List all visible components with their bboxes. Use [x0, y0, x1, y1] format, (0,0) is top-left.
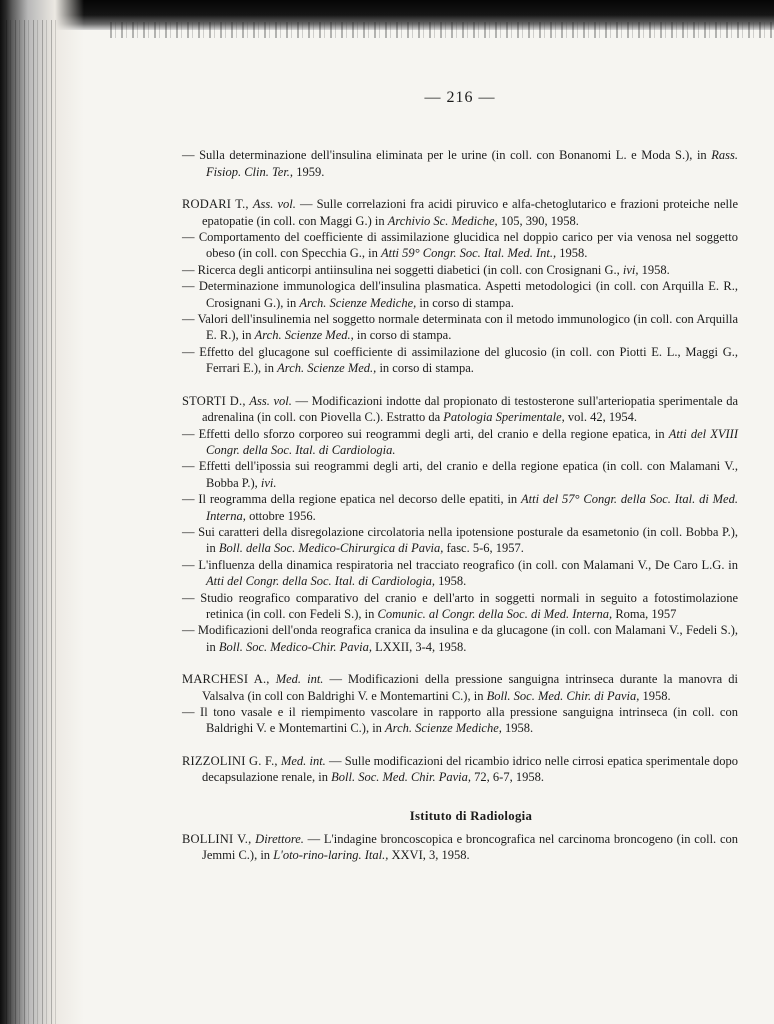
- bibliography-entry: — Il reogramma della regione epatica nel decorso delle epatiti, in Atti del 57° Congr. della Soc. Ital. di Med. Interna, ottobre 1956.: [182, 492, 738, 523]
- journal-title: Boll. Soc. Med. Chir. Pavia,: [331, 770, 472, 785]
- document-page: [182, 90, 738, 864]
- section-title: Istituto di Radiologia: [409, 808, 533, 823]
- author-role: Med. int.: [275, 672, 324, 687]
- author-name: STORTI D.,: [182, 393, 246, 408]
- bibliography-entry: — Il tono vasale e il riempimento vascolare in rapporto alla pressione sanguigna intrinseca (in coll. con Baldrighi V. e Montemartini C.), in Arch. Scienze Mediche, 1958.: [182, 705, 738, 736]
- bibliography-entry: — Valori dell'insulinemia nel soggetto normale determinata con il metodo immunologico (in coll. con Arquilla E. R.), in Arch. Scienze Med., in corso di stampa.: [182, 312, 738, 343]
- journal-title: Atti del XVIII Congr. della Soc. Ital. di Cardiologia.: [206, 426, 738, 457]
- bibliography-entry: RIZZOLINI G. F., Med. int. — Sulle modificazioni del ricambio idrico nelle cirrosi epatica sperimentale dopo decapsulazione renale, in Boll. Soc. Med. Chir. Pavia, 72, 6-7, 1958.: [182, 753, 738, 785]
- journal-title: Patologia Sperimentale,: [443, 410, 565, 425]
- bibliography-entry: — Sui caratteri della disregolazione circolatoria nella ipotensione posturale da esametonio (in coll. Bobba P.), in Boll. della Soc. Medico-Chirurgica di Pavia, fasc. 5-6, 1957.: [182, 524, 738, 556]
- bibliography-entry: MARCHESI A., Med. int. — Modificazioni della pressione sanguigna intrinseca durante la manovra di Valsalva (in coll con Baldrighi V. e Montemartini C.), in Boll. Soc. Med. Chir. di Pavia, 1958.: [182, 672, 738, 703]
- bibliography-entry: — Studio reografico comparativo del cranio e dell'arto in soggetti normali in seguito a fotostimolazione retinica (in coll. con Fedeli S.), in Comunic. al Congr. della Soc. di Med. Interna, Roma, 1957: [182, 590, 738, 621]
- page-number: — 216 —: [424, 89, 496, 106]
- journal-title: Arch. Scienze Mediche,: [385, 721, 502, 736]
- bibliography-entry: RODARI T., Ass. vol. — Sulle correlazioni fra acidi piruvico e alfa-chetoglutarico e frazioni proteiche nelle epatopatie (in coll. con Maggi G.) in Archivio Sc. Mediche, 105, 390, 1958.: [182, 197, 739, 228]
- journal-title: Comunic. al Congr. della Soc. di Med. Interna,: [377, 606, 613, 621]
- journal-title: Arch. Scienze Med.,: [254, 328, 354, 343]
- bibliography-entry: — Comportamento del coefficiente di assimilazione glucidica nel doppio carico per via venosa nel soggetto obeso (in coll. con Specchia G., in Atti 59° Congr. Soc. Ital. Med. Int., 1958.: [182, 230, 738, 261]
- author-name: MARCHESI A.,: [182, 672, 270, 687]
- bibliography-entry: — Sulla determinazione dell'insulina eliminata per le urine (in coll. con Bonanomi L. e Moda S.), in Rass. Fisiop. Clin. Ter., 1959.: [182, 148, 738, 179]
- journal-title: L'oto-rino-laring. Ital.,: [273, 848, 389, 863]
- bibliography-entry: — Determinazione immunologica dell'insulina plasmatica. Aspetti metodologici (in coll. con Arquilla E. R., Crosignani G.), in Arch. Scienze Mediche, in corso di stampa.: [182, 279, 738, 310]
- journal-title: Arch. Scienze Med.,: [277, 361, 377, 376]
- journal-title: Arch. Scienze Mediche,: [299, 295, 417, 310]
- author-name: RODARI T.,: [182, 197, 249, 212]
- journal-title: Atti del 57° Congr. della Soc. Ital. di Med. Interna,: [206, 492, 738, 523]
- bibliography-entry: — L'influenza della dinamica respiratoria nel tracciato reografico (in coll. con Malamani V., De Caro L.G. in Atti del Congr. della Soc. Ital. di Cardiologia, 1958.: [182, 557, 738, 589]
- journal-title: Boll. Soc. Med. Chir. di Pavia,: [486, 688, 640, 703]
- bibliography-entry: BOLLINI V., Direttore. — L'indagine broncoscopica e broncografica nel carcinoma broncogeno (in coll. con Jemmi C.), in L'oto-rino-laring. Ital., XXVI, 3, 1958.: [182, 832, 738, 863]
- journal-title: ivi.: [260, 475, 277, 490]
- author-name: BOLLINI V.,: [182, 832, 252, 847]
- journal-title: Atti del Congr. della Soc. Ital. di Cardiologia,: [206, 574, 436, 589]
- bibliography-entry: — Effetti dello sforzo corporeo sui reogrammi degli arti, del cranio e della regione epatica, in Atti del XVIII Congr. della Soc. Ital. di Cardiologia.: [182, 426, 738, 457]
- bibliography-entry: — Modificazioni dell'onda reografica cranica da insulina e da glucagone (in coll. con Malamani V., Fedeli S.), in Boll. Soc. Medico-Chir. Pavia, LXXII, 3-4, 1958.: [182, 623, 738, 654]
- bibliography-entry: — Effetto del glucagone sul coefficiente di assimilazione del glucosio (in coll. con Piotti E. L., Maggi G., Ferrari E.), in Arch. Scienze Med., in corso di stampa.: [182, 344, 738, 376]
- journal-title: Archivio Sc. Mediche,: [387, 213, 498, 228]
- journal-title: Boll. Soc. Medico-Chir. Pavia,: [218, 639, 372, 654]
- author-name: RIZZOLINI G. F.,: [182, 753, 278, 768]
- journal-title: Atti 59° Congr. Soc. Ital. Med. Int.,: [380, 246, 557, 261]
- author-role: Med. int.: [280, 753, 326, 768]
- journal-title: ivi,: [622, 262, 639, 277]
- author-role: Direttore.: [255, 832, 304, 847]
- bibliography-entry: — Effetti dell'ipossia sui reogrammi degli arti, del cranio e della regione epatica (in coll. con Malamani V., Bobba P.), ivi.: [182, 459, 738, 490]
- journal-title: Rass. Fisiop. Clin. Ter.,: [206, 148, 738, 179]
- author-role: Ass. vol.: [252, 197, 296, 212]
- scan-binding-shadow: [0, 0, 84, 1024]
- scan-top-shadow: [0, 0, 774, 30]
- bibliography-entry: — Ricerca degli anticorpi antiinsulina nei soggetti diabetici (in coll. con Crosignani G., ivi, 1958.: [182, 262, 670, 277]
- author-role: Ass. vol.: [249, 393, 292, 408]
- journal-title: Boll. della Soc. Medico-Chirurgica di Pavia,: [218, 541, 444, 556]
- bibliography-entry: STORTI D., Ass. vol. — Modificazioni indotte dal propionato di testosterone sull'arteriopatia sperimentale da adrenalina (in coll. con Piovella C.). Estratto da Patologia Sperimentale, vol. 42, 1954.: [182, 393, 739, 425]
